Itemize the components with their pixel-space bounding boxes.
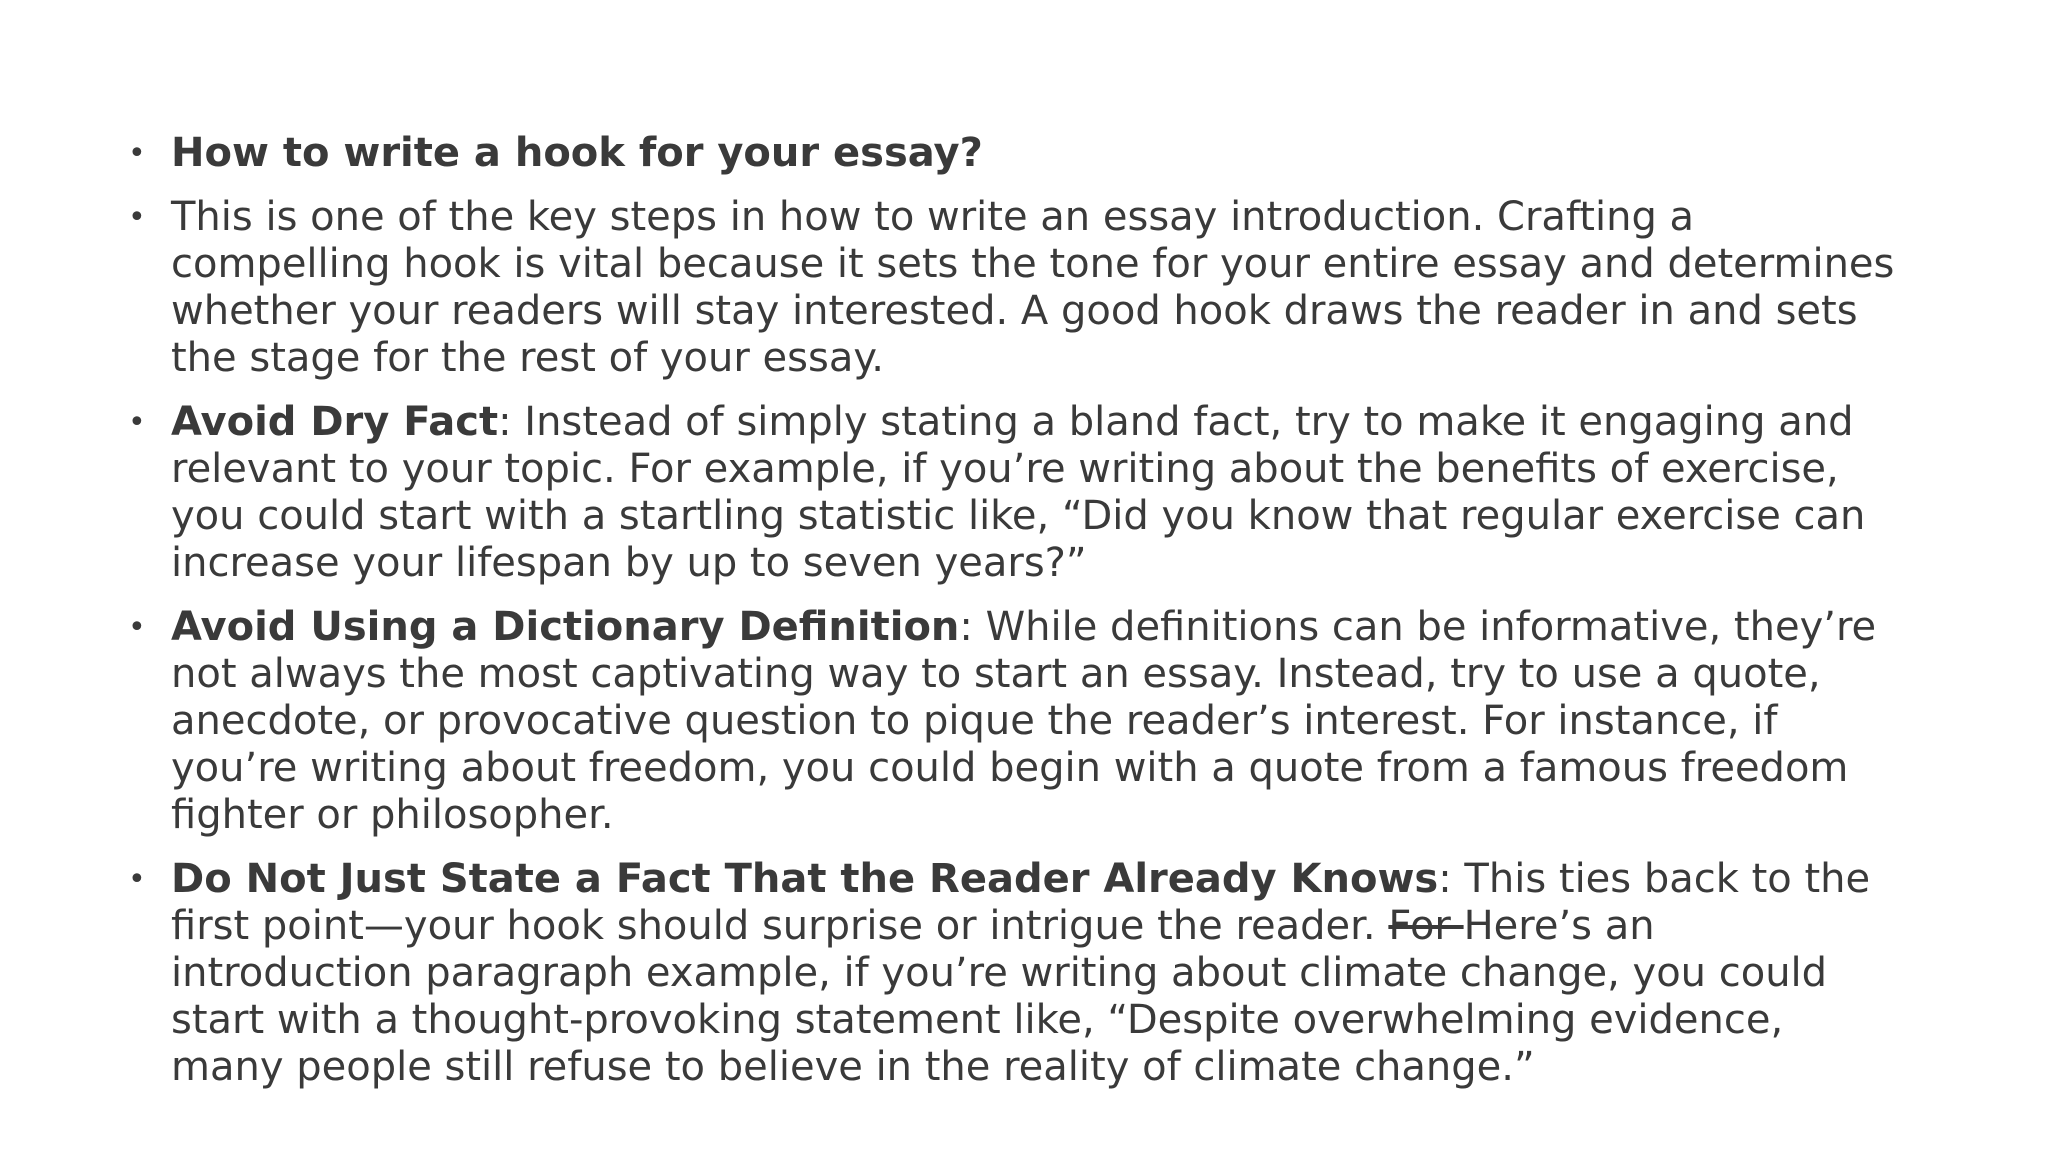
bullet-text-continued: Here’s an introduction paragraph example, if you’re writing about climate change, you could start with a thought-provoking statement like, “Despite overwhelming evidence, many people still refuse to believe in the reality of climate change.”	[171, 903, 1828, 1090]
bullet-item-avoid-dry-fact	[125, 399, 1905, 587]
bullet-item-known-fact	[125, 856, 1905, 1091]
bullet-text: : This ties back to the first point—your hook should surprise or intrigue the reader.	[171, 856, 1871, 949]
bullet-text: : While definitions can be informative, they’re not always the most captivating way to start an essay. Instead, try to use a quote, anecdote, or provocative question to pique the reader’s interest. For instance, if you’re writing about freedom, you could begin with a quote from a famous freedom fighter or philosopher.	[171, 604, 1877, 838]
bullet-heading: Avoid Dry Fact	[171, 399, 499, 445]
struck-text: For	[1388, 903, 1464, 949]
bullet-item-intro	[125, 194, 1905, 382]
bullet-marker: •	[128, 405, 146, 440]
bullet-marker: •	[128, 200, 146, 235]
bullet-item-hook-question	[125, 130, 1905, 177]
bullet-heading: Avoid Using a Dictionary Definition	[171, 604, 960, 650]
bullet-heading: Do Not Just State a Fact That the Reader Already Knows	[171, 856, 1439, 902]
bullet-list	[125, 130, 1905, 1108]
bullet-text: This is one of the key steps in how to write an essay introduction. Crafting a compelling hook is vital because it sets the tone for your entire essay and determines whether your readers will stay interested. A good hook draws the reader in and sets the stage for the rest of your essay.	[171, 194, 1895, 381]
bullet-heading: How to write a hook for your essay?	[171, 130, 983, 176]
bullet-marker: •	[128, 862, 146, 897]
bullet-marker: •	[128, 610, 146, 645]
bullet-marker: •	[128, 136, 146, 171]
bullet-text: : Instead of simply stating a bland fact, try to make it engaging and relevant to your topic. For example, if you’re writing about the benefits of exercise, you could start with a startling statistic like, “Did you know that regular exercise can increase your lifespan by up to seven years?”	[171, 399, 1866, 586]
bullet-item-avoid-definition	[125, 604, 1905, 839]
